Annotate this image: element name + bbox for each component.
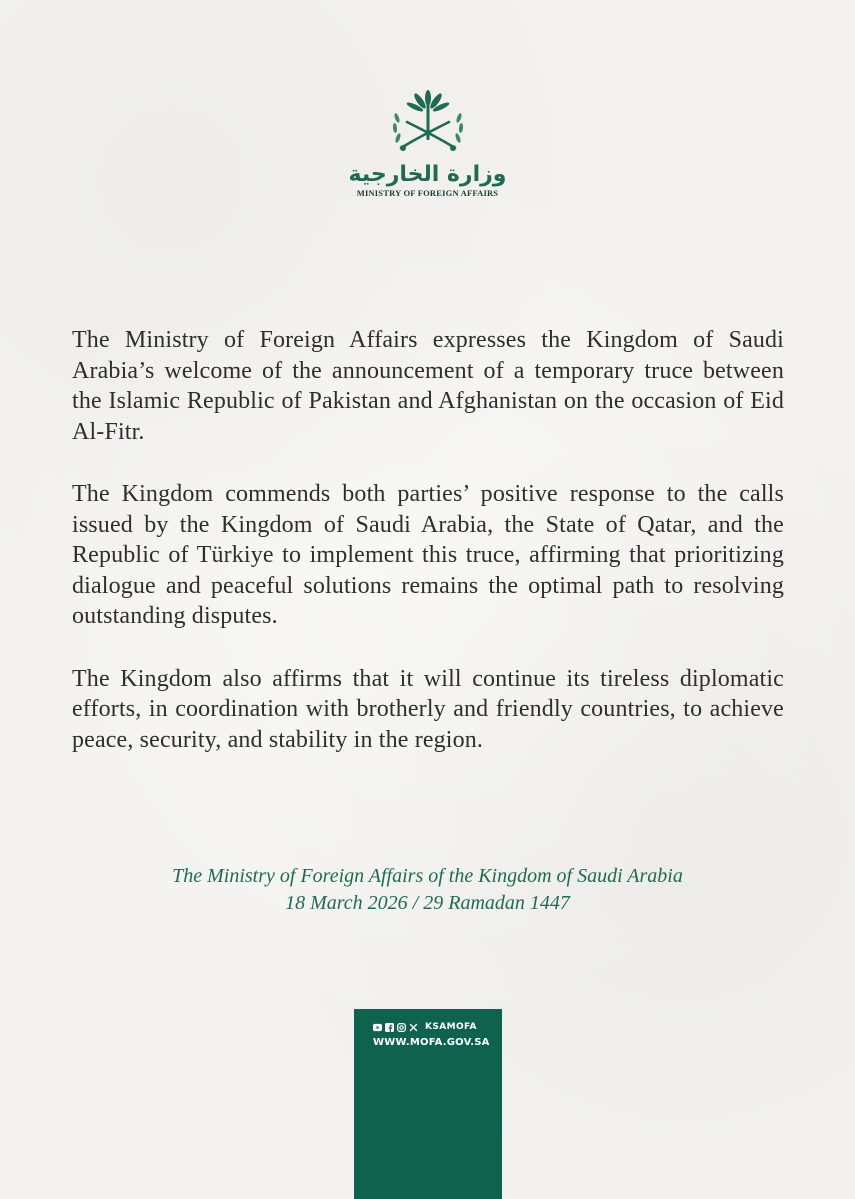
youtube-icon[interactable] [373, 1023, 382, 1032]
saudi-emblem-icon [387, 88, 469, 160]
social-handle[interactable]: KSAMOFA [425, 1022, 477, 1032]
instagram-icon[interactable] [397, 1023, 406, 1032]
ministry-english-name: MINISTRY OF FOREIGN AFFAIRS [356, 188, 499, 198]
signature-date: 18 March 2026 / 29 Ramadan 1447 [285, 892, 570, 914]
ministry-logo [0, 88, 855, 198]
statement-paragraph-3: The Kingdom also affirms that it will continue its tireless diplomatic efforts, in coordination with brotherly and friendly countries, to achieve peace, security, and stability in the region. [72, 665, 784, 753]
x-icon[interactable] [409, 1023, 418, 1032]
facebook-icon[interactable] [385, 1023, 394, 1032]
signature-block [0, 863, 855, 917]
footer-panel [354, 1009, 502, 1199]
website-link[interactable]: WWW.MOFA.GOV.SA [373, 1037, 490, 1048]
social-row [373, 1022, 477, 1032]
statement-paragraph-2: The Kingdom commends both parties’ positive response to the calls issued by the Kingdom of Saudi Arabia, the State of Qatar, and the Republic of Türkiye to implement this truce, affirming that prioritizing dialogue and peaceful solutions remains the optimal path to resolving outstanding disputes. [72, 481, 784, 629]
statement-paragraph-1: The Ministry of Foreign Affairs expresses the Kingdom of Saudi Arabia’s welcome of the announcement of a temporary truce between the Islamic Republic of Pakistan and Afghanistan on the occasion of Eid Al-Fitr. [72, 327, 784, 445]
statement-body [72, 325, 784, 787]
signature-ministry: The Ministry of Foreign Affairs of the Kingdom of Saudi Arabia [172, 865, 683, 887]
ministry-arabic-name: وزارة الخارجية [348, 162, 507, 187]
